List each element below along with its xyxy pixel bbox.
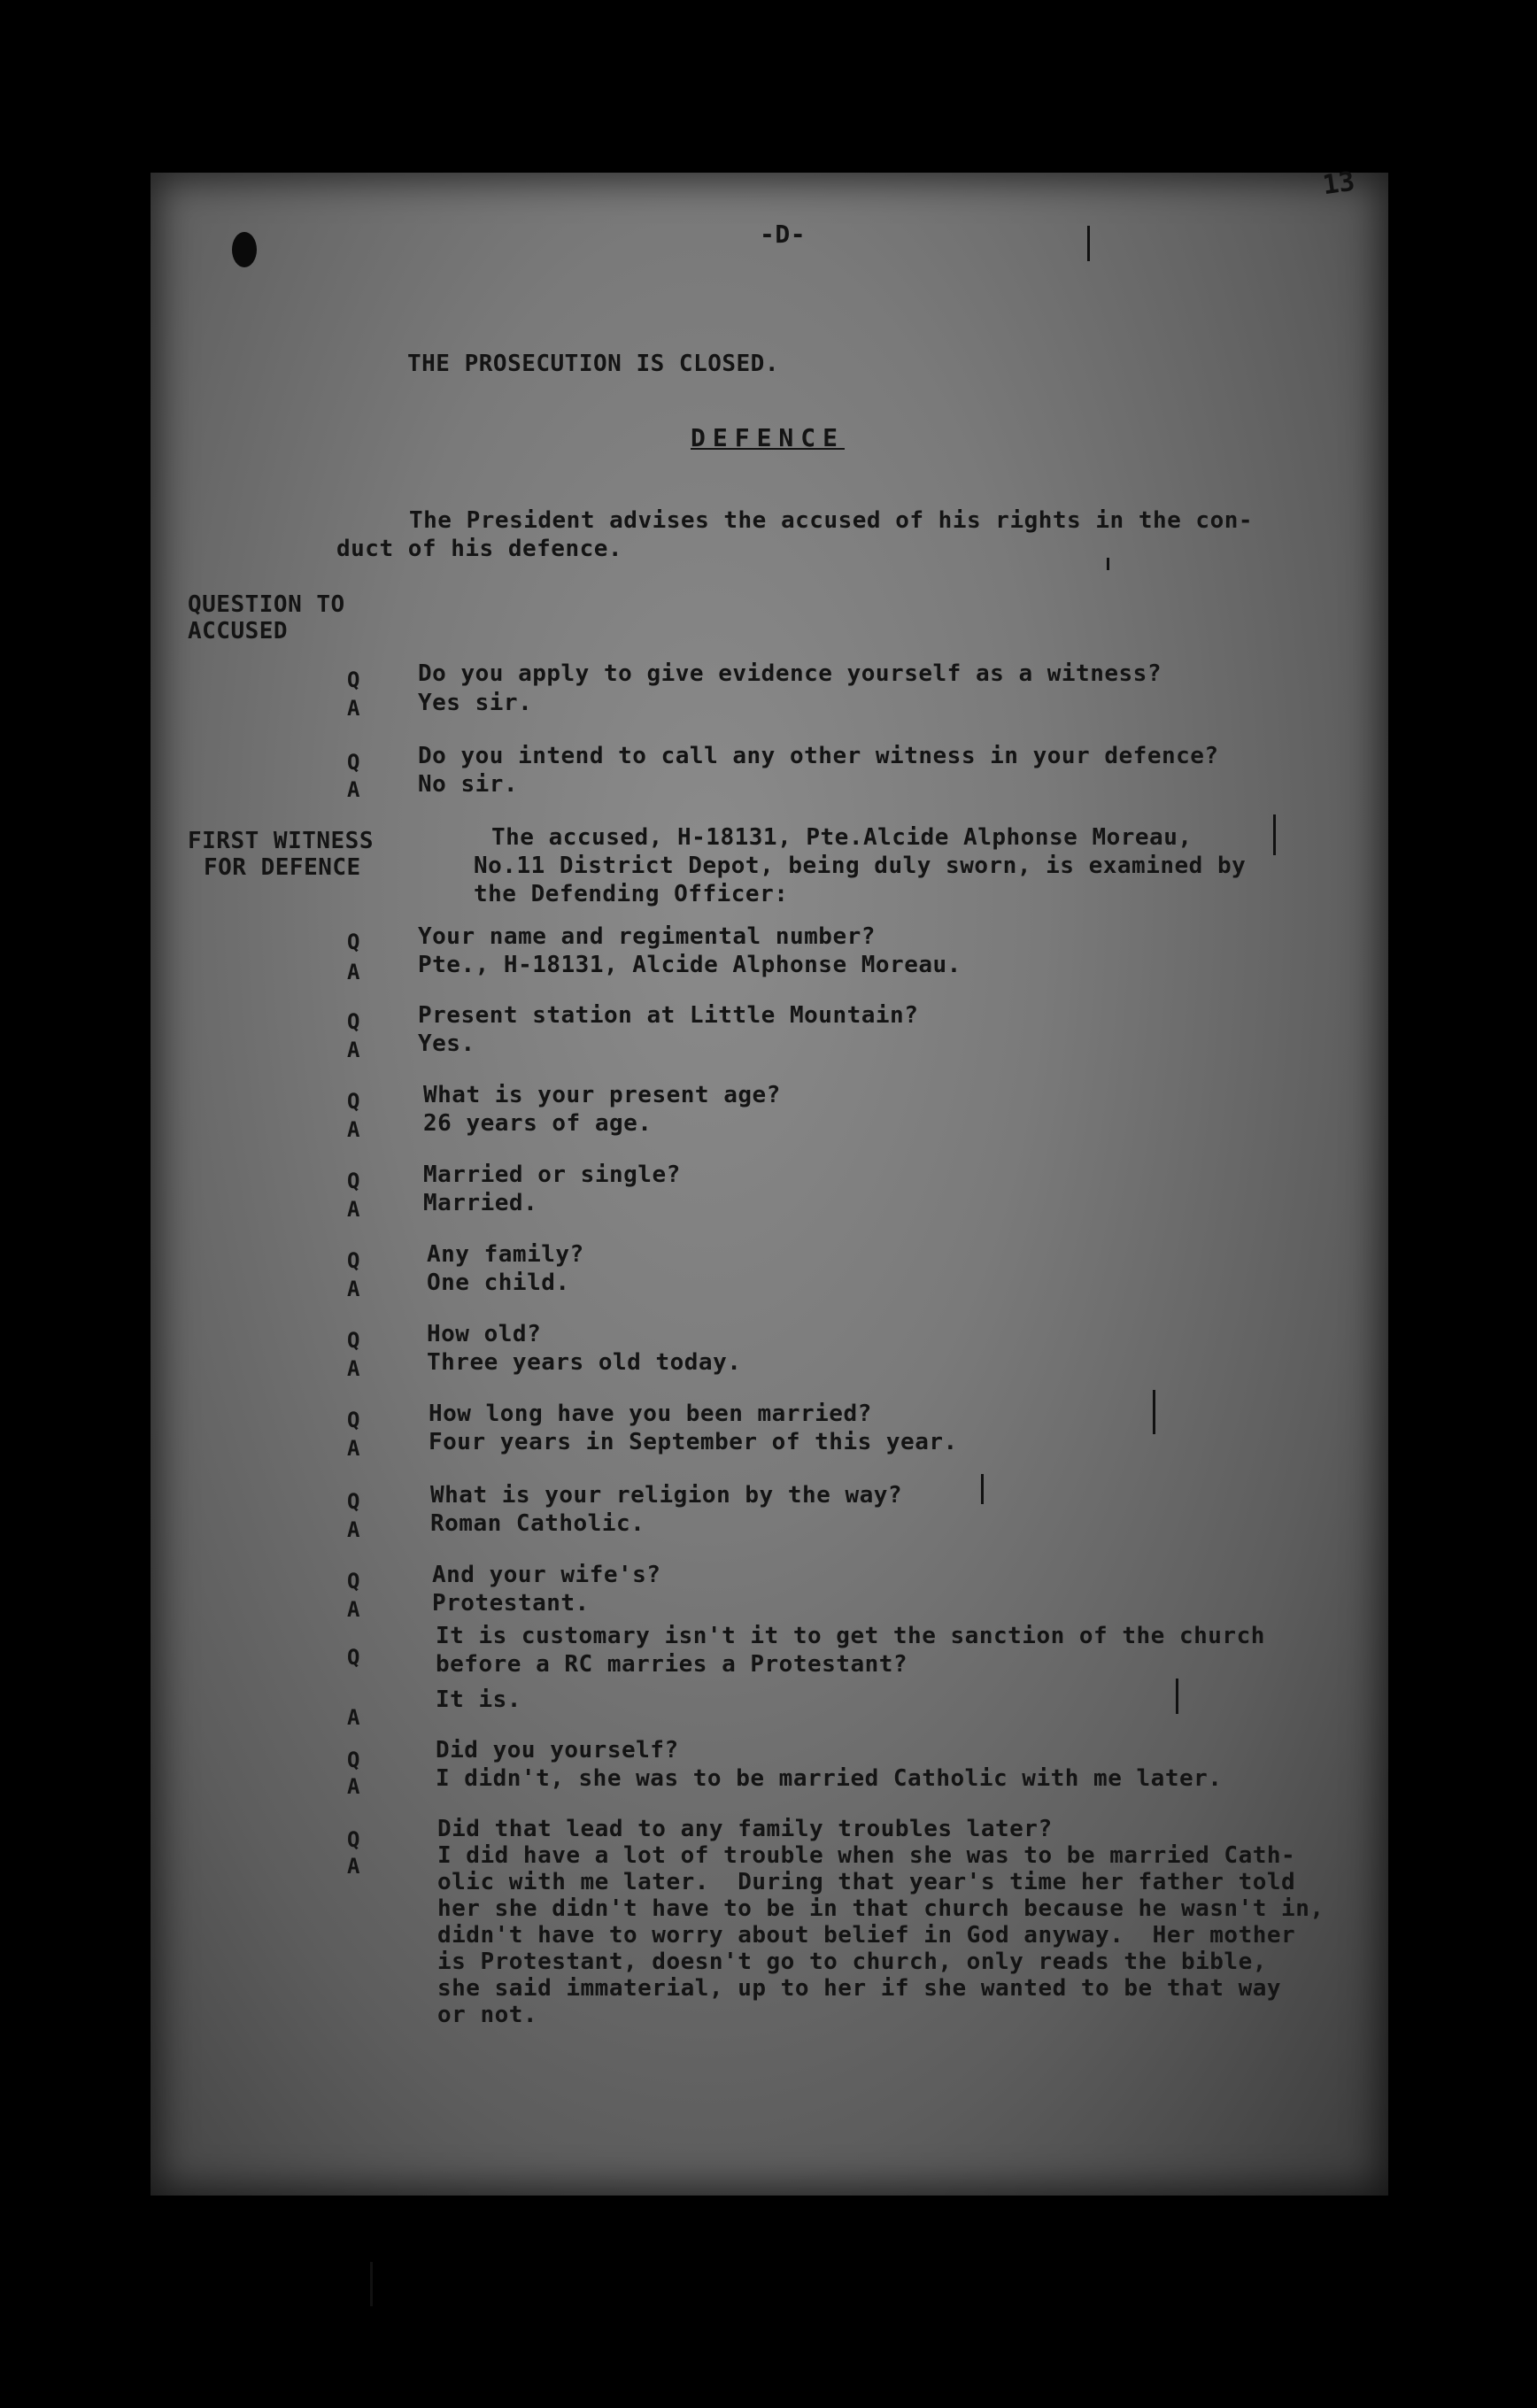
answer-line: I did have a lot of trouble when she was to be married Cath-: [437, 1842, 1296, 1869]
question-text: Married or single?: [423, 1162, 681, 1188]
scan-artifact: [370, 2262, 373, 2306]
answer-text: Married.: [423, 1190, 538, 1216]
q-marker: Q: [347, 1408, 360, 1432]
answer-text: 26 years of age.: [423, 1110, 653, 1137]
answer-line: she said immaterial, up to her if she wanted to be that way: [437, 1975, 1282, 2002]
question-text: And your wife's?: [432, 1562, 661, 1588]
question-text: What is your present age?: [423, 1082, 781, 1108]
a-marker: A: [347, 1117, 360, 1142]
answer-line: or not.: [437, 2002, 538, 2028]
page-number: -D-: [760, 220, 807, 249]
witness-intro-line1: The accused, H-18131, Pte.Alcide Alphonse Moreau,: [491, 824, 1193, 851]
question-text: Do you intend to call any other witness in your defence?: [418, 743, 1219, 769]
question-text: What is your religion by the way?: [430, 1482, 903, 1509]
question-text-cont: before a RC marries a Protestant?: [436, 1651, 908, 1678]
answer-line: didn't have to worry about belief in God anyway. Her mother: [437, 1922, 1296, 1949]
a-marker: A: [347, 1436, 360, 1461]
q-marker: Q: [347, 1569, 360, 1594]
answer-text: Yes.: [418, 1030, 475, 1057]
a-marker: A: [347, 777, 360, 802]
president-advice-line2: duct of his defence.: [336, 536, 623, 562]
president-advice-line1: The President advises the accused of his rights in the con-: [409, 507, 1254, 534]
scan-artifact: [1087, 226, 1090, 261]
a-marker: A: [347, 960, 360, 984]
question-text: Did that lead to any family troubles later?: [437, 1816, 1053, 1842]
answer-text: Four years in September of this year.: [429, 1429, 958, 1455]
scan-artifact: [981, 1474, 984, 1504]
a-marker: A: [347, 1705, 360, 1730]
q-marker: Q: [347, 1489, 360, 1514]
answer-text: Three years old today.: [427, 1349, 742, 1376]
question-text: Any family?: [427, 1241, 584, 1268]
q-marker: Q: [347, 668, 360, 692]
question-text: Present station at Little Mountain?: [418, 1002, 919, 1029]
witness-intro-line2: No.11 District Depot, being duly sworn, is examined by: [474, 853, 1247, 879]
q-marker: Q: [347, 1089, 360, 1114]
q-marker: Q: [347, 1009, 360, 1034]
question-text: How old?: [427, 1321, 542, 1347]
a-marker: A: [347, 1356, 360, 1381]
a-marker: A: [347, 1038, 360, 1062]
question-text: Your name and regimental number?: [418, 923, 876, 950]
scan-artifact: [1107, 558, 1109, 570]
q-marker: Q: [347, 750, 360, 775]
answer-text: It is.: [436, 1686, 521, 1713]
answer-line: her she didn't have to be in that church because he wasn't in,: [437, 1895, 1325, 1922]
q-marker: Q: [347, 930, 360, 954]
a-marker: A: [347, 1597, 360, 1622]
a-marker: A: [347, 696, 360, 721]
q-marker: Q: [347, 1645, 360, 1670]
witness-intro-line3: the Defending Officer:: [474, 881, 789, 907]
question-text: Did you yourself?: [436, 1737, 679, 1764]
first-witness-label-2: FOR DEFENCE: [204, 854, 361, 881]
q-marker: Q: [347, 1748, 360, 1772]
answer-text: No sir.: [418, 771, 519, 798]
question-text: Do you apply to give evidence yourself as a witness?: [418, 660, 1162, 687]
question-to-accused-label-2: ACCUSED: [188, 618, 289, 644]
corner-page-mark: 13: [1320, 166, 1357, 202]
answer-text: I didn't, she was to be married Catholic with me later.: [436, 1765, 1223, 1792]
a-marker: A: [347, 1277, 360, 1301]
punch-hole: [232, 232, 257, 267]
a-marker: A: [347, 1854, 360, 1879]
q-marker: Q: [347, 1248, 360, 1273]
prosecution-closed: THE PROSECUTION IS CLOSED.: [407, 351, 779, 377]
answer-text: Pte., H-18131, Alcide Alphonse Moreau.: [418, 952, 962, 978]
answer-text: Roman Catholic.: [430, 1510, 645, 1537]
first-witness-label-1: FIRST WITNESS: [188, 828, 374, 854]
answer-line: is Protestant, doesn't go to church, only reads the bible,: [437, 1949, 1267, 1975]
a-marker: A: [347, 1197, 360, 1222]
answer-line: olic with me later. During that year's time her father told: [437, 1869, 1296, 1895]
q-marker: Q: [347, 1827, 360, 1852]
q-marker: Q: [347, 1169, 360, 1193]
answer-text: Yes sir.: [418, 690, 533, 716]
a-marker: A: [347, 1517, 360, 1542]
answer-text: Protestant.: [432, 1590, 590, 1617]
question-text: How long have you been married?: [429, 1401, 872, 1427]
scan-artifact: [1273, 814, 1276, 855]
question-to-accused-label-1: QUESTION TO: [188, 591, 345, 618]
scan-artifact: [1153, 1390, 1155, 1434]
scan-artifact: [1176, 1679, 1178, 1714]
a-marker: A: [347, 1774, 360, 1799]
section-heading: DEFENCE: [691, 423, 846, 452]
answer-text: One child.: [427, 1270, 570, 1296]
question-text: It is customary isn't it to get the sanction of the church: [436, 1623, 1265, 1649]
q-marker: Q: [347, 1328, 360, 1353]
